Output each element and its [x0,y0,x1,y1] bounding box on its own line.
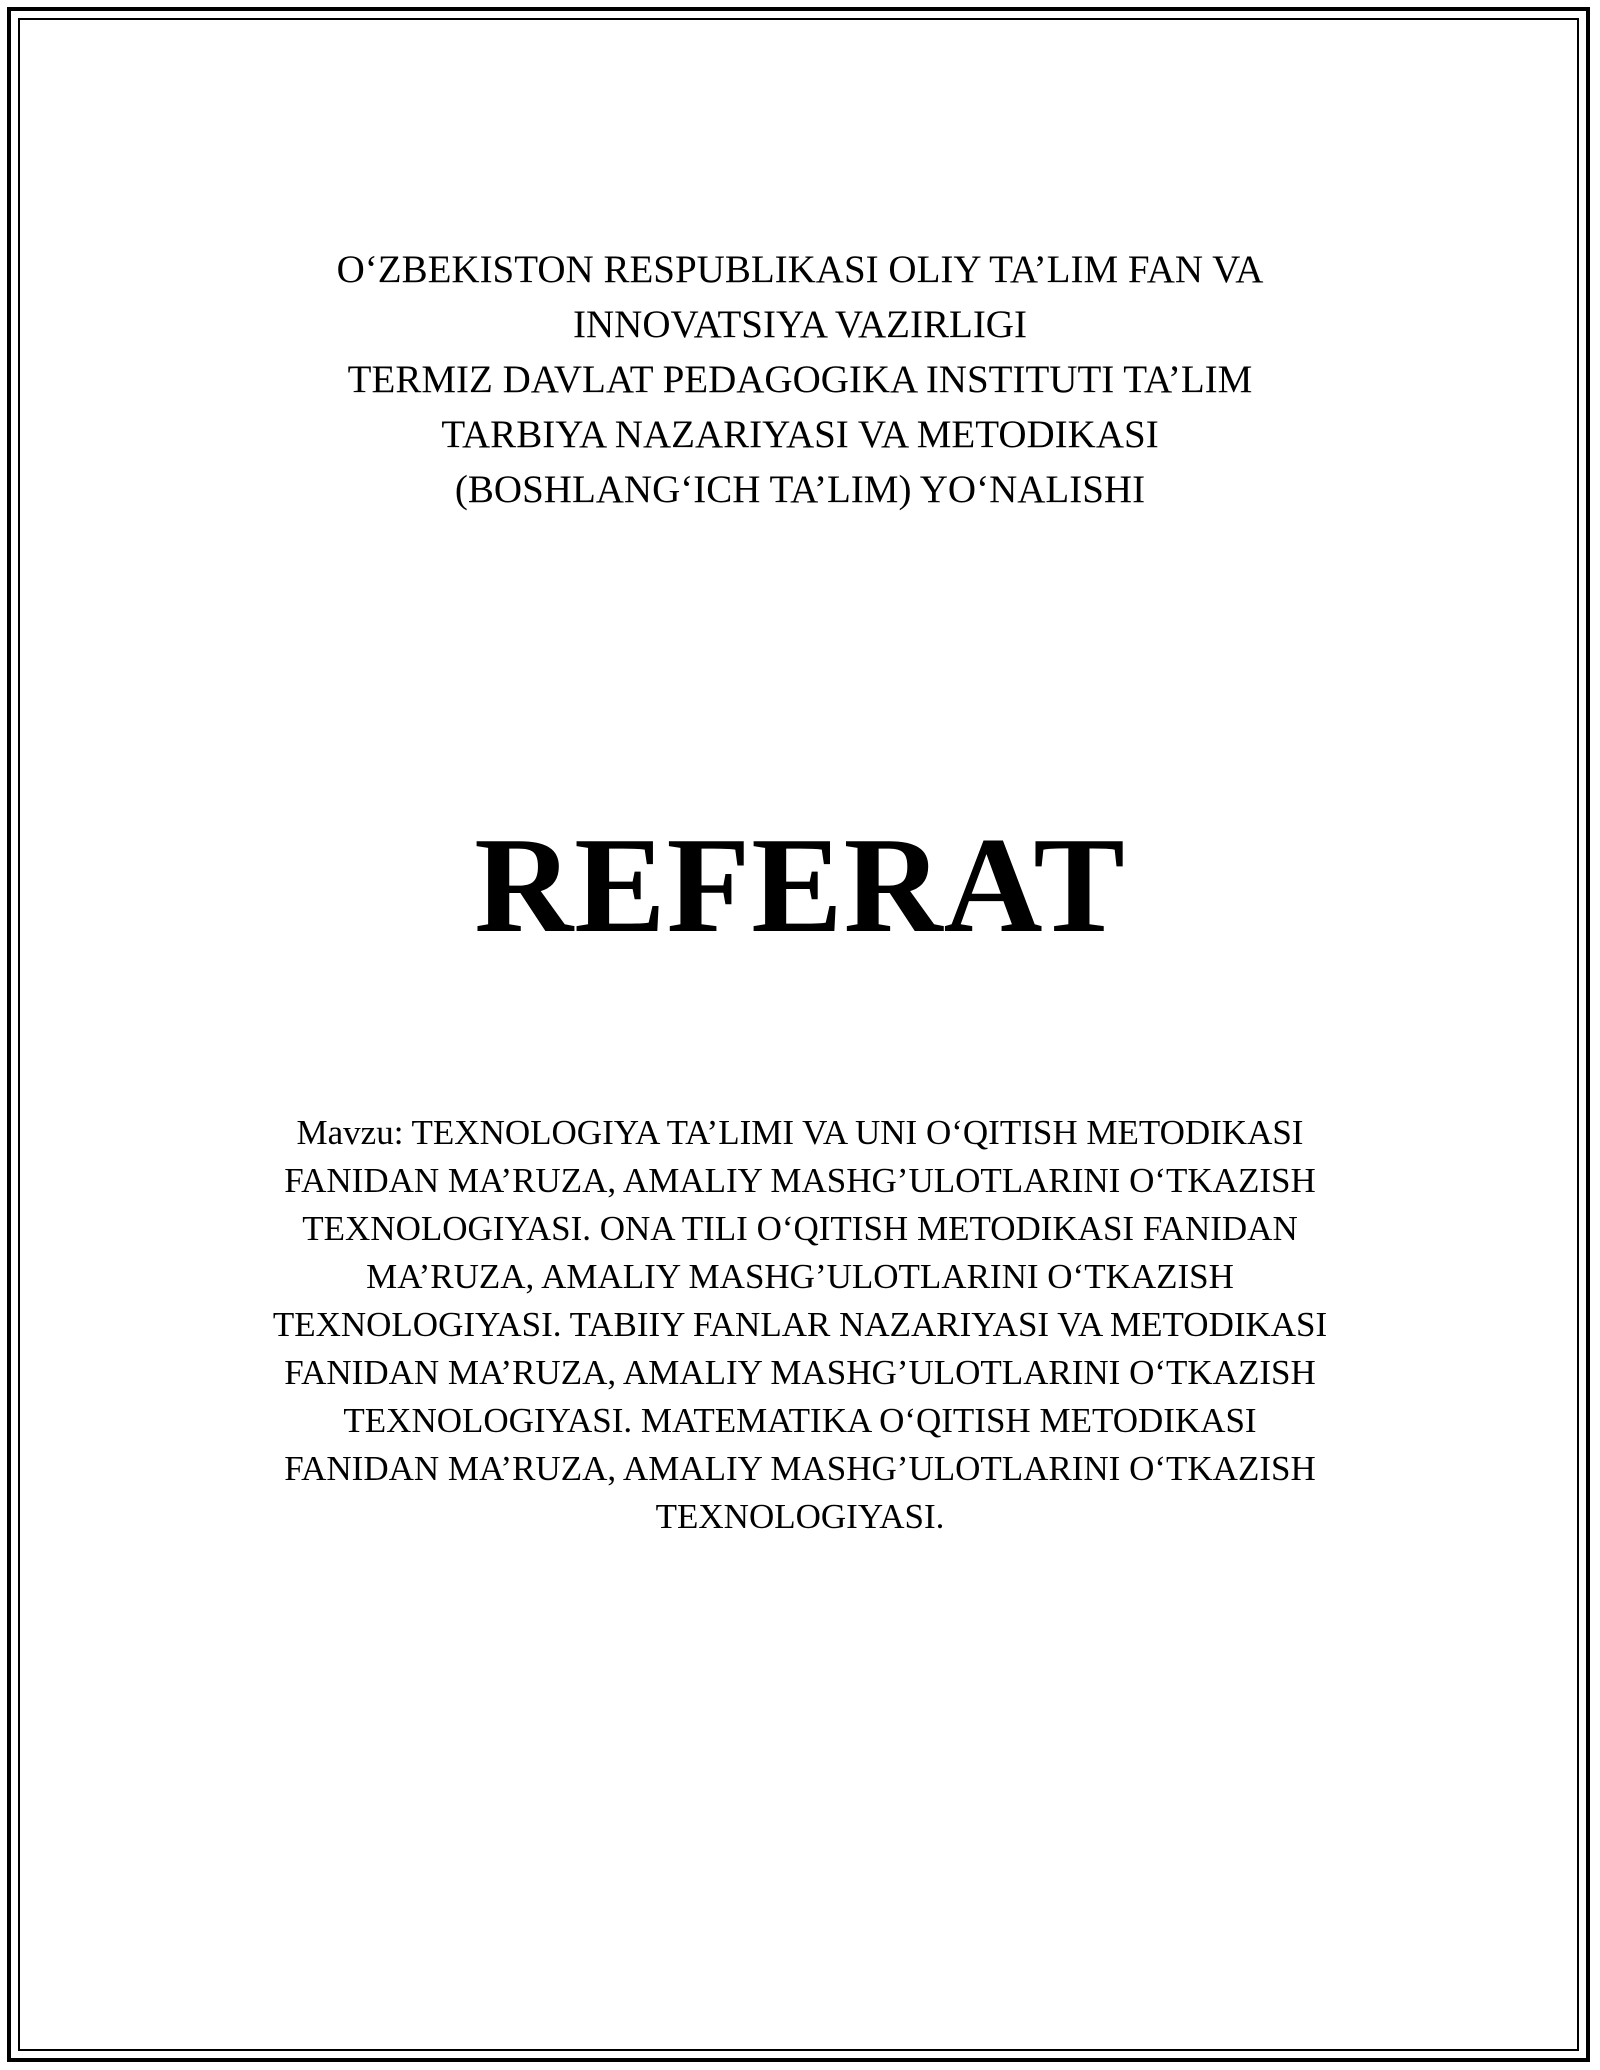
topic-line: TEXNOLOGIYASI. [655,1497,945,1536]
topic-line: FANIDAN MA’RUZA, AMALIY MASHG’ULOTLARINI O‘TKAZISH [284,1161,1316,1200]
topic-line: TEXNOLOGIYASI. ONA TILI O‘QITISH METODIKASI FANIDAN [302,1209,1298,1248]
header-line: (BOSHLANG‘ICH TA’LIM) YO‘NALISHI [454,468,1146,511]
topic-line: FANIDAN MA’RUZA, AMALIY MASHG’ULOTLARINI O‘TKAZISH [284,1353,1316,1392]
document-title: REFERAT [474,809,1126,961]
topic-line: MA’RUZA, AMALIY MASHG’ULOTLARINI O‘TKAZISH [366,1257,1234,1296]
topic-block [180,1109,1420,1541]
institution-header [160,242,1440,517]
header-line: O‘ZBEKISTON RESPUBLIKASI OLIY TA’LIM FAN VA [336,248,1264,291]
topic-line: TEXNOLOGIYASI. TABIIY FANLAR NAZARIYASI VA METODIKASI [272,1305,1328,1344]
header-line: INNOVATSIYA VAZIRLIGI [573,303,1027,346]
header-line: TARBIYA NAZARIYASI VA METODIKASI [441,413,1159,456]
topic-line: Mavzu: TEXNOLOGIYA TA’LIMI VA UNI O‘QITISH METODIKASI [296,1113,1304,1152]
topic-line: TEXNOLOGIYASI. MATEMATIKA O‘QITISH METODIKASI [343,1401,1257,1440]
topic-line: FANIDAN MA’RUZA, AMALIY MASHG’ULOTLARINI O‘TKAZISH [284,1449,1316,1488]
header-line: TERMIZ DAVLAT PEDAGOGIKA INSTITUTI TA’LIM [347,358,1253,401]
